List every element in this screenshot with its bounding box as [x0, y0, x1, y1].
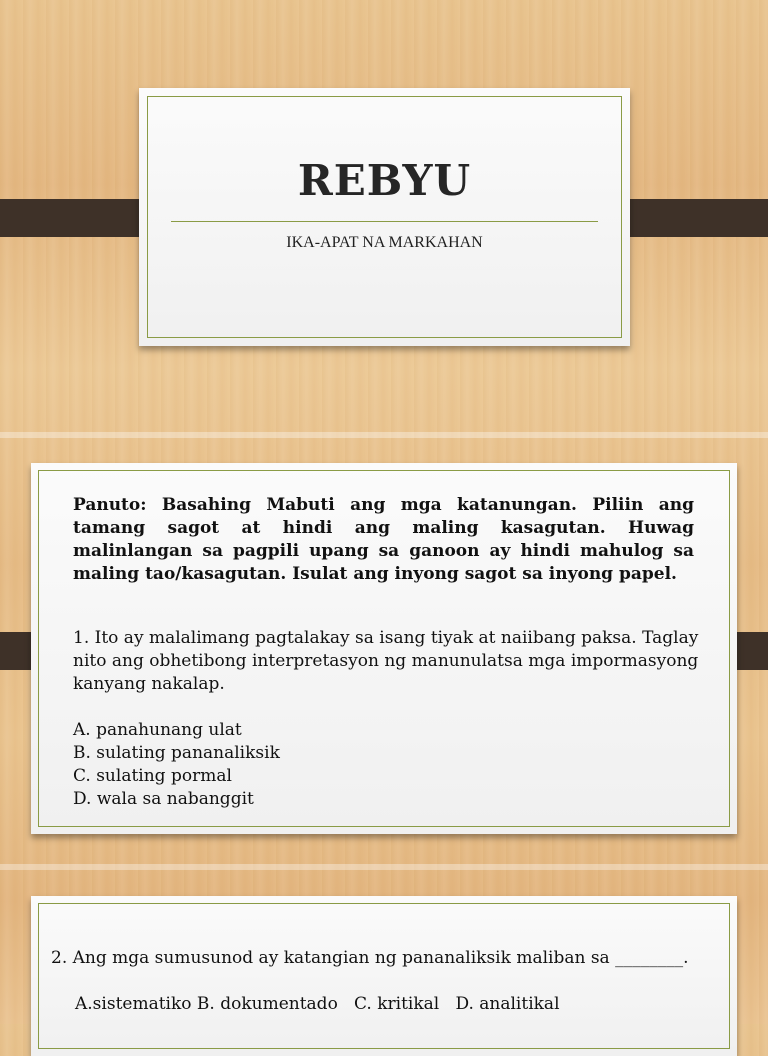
choice-a: A. panahunang ulat: [73, 720, 242, 740]
title-card-frame: [147, 96, 622, 338]
question-2-text: 2. Ang mga sumusunod ay katangian ng pananaliksik maliban sa ________.: [51, 948, 689, 968]
question-1-choices: [73, 719, 280, 811]
choice-b: B. sulating pananaliksik: [73, 743, 280, 763]
question-2-choices: A.sistematiko B. dokumentado C. kritikal D. analitikal: [75, 994, 560, 1014]
choice-c: C. sulating pormal: [73, 766, 232, 786]
question-1-text: 1. Ito ay malalimang pagtalakay sa isang tiyak at naiibang paksa. Taglay nito ang obhetibong interpretasyon ng manunulatsa mga impormasyong kanyang nakalap.: [73, 628, 699, 694]
slide-subtitle: IKA-APAT NA MARKAHAN: [286, 234, 483, 251]
title-divider: [171, 221, 598, 222]
question-card-2: [31, 896, 737, 1056]
slide-title: REBYU: [297, 156, 472, 205]
instructions-text: Panuto: Basahing Mabuti ang mga katanungan. Piliin ang tamang sagot at hindi ang maling kasagutan. Huwag malinlangan sa pagpili upang sa ganoon ay hindi mahulog sa maling tao/kasagutan. Isulat ang inyong sagot sa inyong papel.: [73, 495, 694, 584]
left-ribbon-band-1: [0, 199, 156, 237]
right-ribbon-band-1: [613, 199, 768, 237]
slide-separator-2: [0, 864, 768, 870]
title-card: [139, 88, 630, 346]
slide-separator-1: [0, 432, 768, 438]
choice-d: D. wala sa nabanggit: [73, 789, 254, 809]
question-card-2-frame: [38, 903, 730, 1049]
question-card-1: [31, 463, 737, 834]
